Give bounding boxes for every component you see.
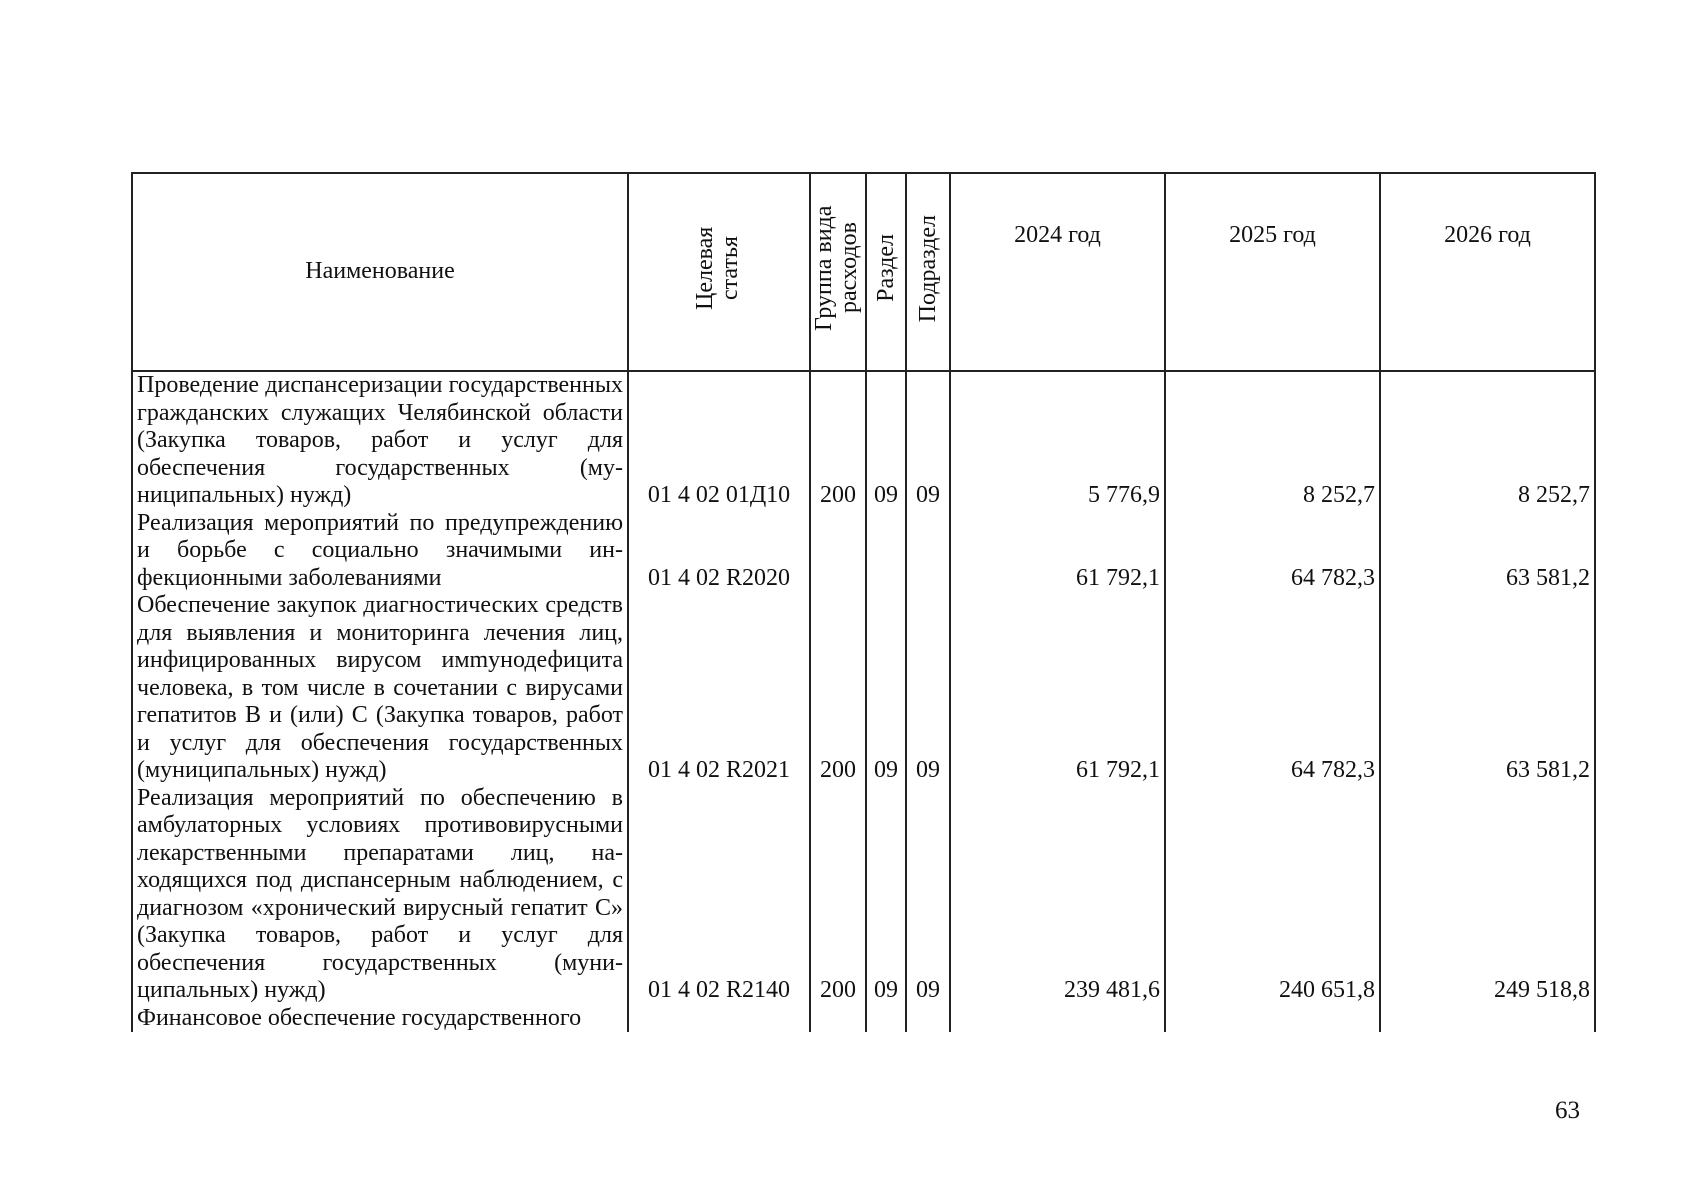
header-section [866, 173, 906, 371]
row-value-2025: 8 252,7 [1165, 371, 1380, 510]
row-value-2025 [1165, 1005, 1380, 1033]
row-expense-group: 200 [810, 592, 866, 785]
header-2025 [1165, 173, 1380, 371]
row-name: Обеспечение закупок диагностических средств для выявления и мониторинга лечения лиц, инфицированных вирусом имmунодефицита человека, в том числе в сочетании с вирусами гепатитов В и (или) С (Закупка товаров, работ и услуг для обеспечения государственных (муниципальных) нужд) [132, 592, 628, 785]
row-section: 09 [866, 371, 906, 510]
header-subsection [906, 173, 950, 371]
row-expense-group: 200 [810, 371, 866, 510]
header-target-article [628, 173, 810, 371]
table-row [132, 785, 1595, 1005]
header-expense-group-label: Группа вида расходов [811, 205, 862, 331]
row-name: Финансовое обеспечение государственного [132, 1005, 628, 1033]
row-value-2024: 5 776,9 [950, 371, 1165, 510]
table-row [132, 1005, 1595, 1033]
header-name [132, 173, 628, 371]
header-row [132, 173, 1595, 371]
header-2026-label: 2026 год [1444, 222, 1531, 248]
header-2025-label: 2025 год [1229, 222, 1316, 248]
row-value-2026: 63 581,2 [1380, 592, 1595, 785]
row-target-article: 01 4 02 01Д10 [628, 371, 810, 510]
row-value-2026: 249 518,8 [1380, 785, 1595, 1005]
row-expense-group: 200 [810, 785, 866, 1005]
header-2024 [950, 173, 1165, 371]
page-number: 63 [1555, 1097, 1580, 1124]
table-row [132, 371, 1595, 510]
row-value-2025: 64 782,3 [1165, 510, 1380, 593]
row-name: Реализация мероприятий по предупреждению и борьбе с социально значимыми инфекционными заболеваниями [132, 510, 628, 593]
budget-table [131, 172, 1596, 1032]
row-target-article: 01 4 02 R2140 [628, 785, 810, 1005]
row-target-article: 01 4 02 R2020 [628, 510, 810, 593]
row-value-2026 [1380, 1005, 1595, 1033]
header-subsection-label: Подраздел [914, 214, 941, 322]
header-target-article-label: Целевая статья [692, 226, 743, 310]
row-subsection [906, 510, 950, 593]
table-row [132, 510, 1595, 593]
row-subsection [906, 1005, 950, 1033]
row-value-2024: 61 792,1 [950, 592, 1165, 785]
row-subsection: 09 [906, 371, 950, 510]
header-name-label: Наименование [305, 258, 455, 285]
row-expense-group [810, 1005, 866, 1033]
row-name: Проведение диспансеризации государственных гражданских служащих Челябинской области (Закупка товаров, работ и услуг для обеспечения государственных (муниципальных) нужд) [132, 371, 628, 510]
row-value-2024: 61 792,1 [950, 510, 1165, 593]
row-subsection: 09 [906, 785, 950, 1005]
row-section [866, 510, 906, 593]
row-subsection: 09 [906, 592, 950, 785]
row-target-article [628, 1005, 810, 1033]
header-2024-label: 2024 год [1014, 222, 1101, 248]
header-section-label: Раздел [872, 234, 899, 303]
row-value-2025: 64 782,3 [1165, 592, 1380, 785]
row-target-article: 01 4 02 R2021 [628, 592, 810, 785]
row-value-2026: 8 252,7 [1380, 371, 1595, 510]
row-value-2025: 240 651,8 [1165, 785, 1380, 1005]
row-section: 09 [866, 785, 906, 1005]
row-name: Реализация мероприятий по обеспечению в амбулаторных условиях противовирусными лекарственными препаратами лиц, находящихся под диспансерным наблюдением, с диагнозом «хронический вирусный гепатит С» (Закупка товаров, работ и услуг для обеспечения государственных (муниципальных) нужд) [132, 785, 628, 1005]
row-expense-group [810, 510, 866, 593]
row-value-2024: 239 481,6 [950, 785, 1165, 1005]
row-value-2024 [950, 1005, 1165, 1033]
row-section [866, 1005, 906, 1033]
header-expense-group [810, 173, 866, 371]
header-2026 [1380, 173, 1595, 371]
table-row [132, 592, 1595, 785]
row-value-2026: 63 581,2 [1380, 510, 1595, 593]
row-section: 09 [866, 592, 906, 785]
